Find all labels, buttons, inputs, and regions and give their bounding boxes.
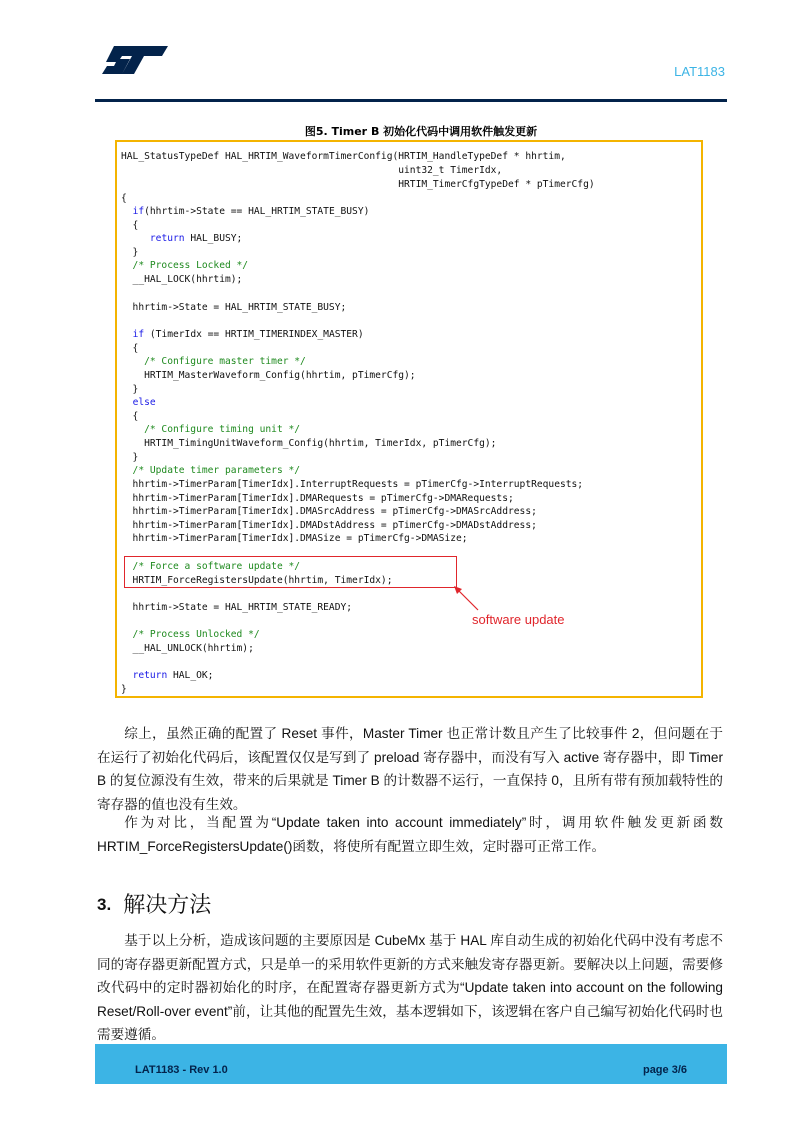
st-logo [100, 40, 170, 80]
code-line: return HAL_BUSY; [149, 233, 243, 244]
section-title: 解决方法 [123, 893, 212, 918]
code-line: /* Configure timing unit */ [121, 424, 301, 435]
code-line: } [121, 384, 139, 395]
code-line: } [121, 452, 139, 463]
code-line: __HAL_LOCK(hhrtim); [121, 274, 243, 285]
paragraph-solution: 基于以上分析，造成该问题的主要原因是 CubeMx 基于 HAL 库自动生成的初始化代码中没有考虑不同的寄存器更新配置方式，只是单一的采用软件更新的方式来触发寄存器更新。要解决以上问题，需要修改代码中的定时器初始化的时序，在配置寄存器更新方式为“Update taken into account on the following Reset/Roll-over event”前，让其他的配置先生效，基本逻辑如下，该逻辑在客户自己编写初始化代码时也需要遵循。 [97, 933, 723, 1042]
annotation-label: software update [472, 612, 565, 627]
software-update-highlight [124, 556, 457, 588]
code-line: hhrtim->State = HAL_HRTIM_STATE_BUSY; [121, 302, 347, 313]
code-line: HRTIM_TimingUnitWaveform_Config(hhrtim, TimerIdx, pTimerCfg); [121, 438, 497, 449]
code-line: /* Configure master timer */ [121, 356, 306, 367]
code-line: } [121, 684, 127, 695]
paragraph-comparison: 作为对比，当配置为“Update taken into account immediately”时，调用软件触发更新函数 HRTIM_ForceRegistersUpdate()函数，将使所有配置立即生效，定时器可正常工作。 [97, 815, 723, 854]
header-divider [95, 99, 727, 102]
code-line: HRTIM_TimerCfgTypeDef * pTimerCfg) [121, 179, 595, 190]
code-line: else [132, 397, 156, 408]
footer-doc-rev: LAT1183 - Rev 1.0 [135, 1064, 228, 1076]
code-line: /* Process Locked */ [121, 260, 249, 271]
code-line: __HAL_UNLOCK(hhrtim); [121, 643, 254, 654]
footer-bar [95, 1044, 727, 1084]
code-line: { [121, 343, 139, 354]
code-line: hhrtim->State = HAL_HRTIM_STATE_READY; [121, 602, 353, 613]
section-heading [97, 888, 211, 919]
code-line: /* Force a software update */ [121, 561, 301, 572]
code-line: { [121, 193, 127, 204]
code-line: hhrtim->TimerParam[TimerIdx].DMADstAddress = pTimerCfg->DMADstAddress; [121, 520, 537, 531]
code-line: /* Update timer parameters */ [121, 465, 301, 476]
code-line: hhrtim->TimerParam[TimerIdx].DMASrcAddress = pTimerCfg->DMASrcAddress; [121, 506, 537, 517]
code-line: HRTIM_MasterWaveform_Config(hhrtim, pTimerCfg); [121, 370, 416, 381]
code-line: return HAL_OK; [132, 670, 214, 681]
code-line: hhrtim->TimerParam[TimerIdx].DMARequests = pTimerCfg->DMARequests; [121, 493, 514, 504]
section-number: 3. [97, 895, 112, 914]
code-line: if(hhrtim->State == HAL_HRTIM_STATE_BUSY) [132, 206, 370, 217]
code-line: uint32_t TimerIdx, [121, 165, 503, 176]
header-doc-id: LAT1183 [674, 64, 725, 79]
annotation-arrow [452, 584, 482, 614]
st-logo-s-shape [102, 46, 168, 74]
code-line: { [121, 411, 139, 422]
figure-caption: 图5. Timer B 初始化代码中调用软件触发更新 [304, 125, 538, 138]
code-line: /* Process Unlocked */ [121, 629, 260, 640]
footer-page-number: page 3/6 [642, 1064, 687, 1076]
code-line: if (TimerIdx == HRTIM_TIMERINDEX_MASTER) [132, 329, 364, 340]
code-line: } [121, 247, 139, 258]
code-line: { [121, 220, 139, 231]
code-line: hhrtim->TimerParam[TimerIdx].InterruptRequests = pTimerCfg->InterruptRequests; [121, 479, 584, 490]
code-line: HRTIM_ForceRegistersUpdate(hhrtim, TimerIdx); [121, 575, 393, 586]
paragraph-summary: 综上，虽然正确的配置了 Reset 事件，Master Timer 也正常计数且产生了比较事件 2，但问题在于在运行了初始化代码后，该配置仅仅是写到了 preload 寄存器中，而没有写入 active 寄存器中，即 Timer B 的复位源没有生效，带来的后果就是 Timer B 的计数器不运行，一直保持 0，且所有带有预加载特性的寄存器的值也没有生效。 [97, 726, 723, 812]
code-line: hhrtim->TimerParam[TimerIdx].DMASize = pTimerCfg->DMASize; [121, 533, 468, 544]
code-listing [115, 140, 703, 698]
code-line: HAL_StatusTypeDef HAL_HRTIM_WaveformTimerConfig(HRTIM_HandleTypeDef * hhrtim, [121, 151, 566, 162]
